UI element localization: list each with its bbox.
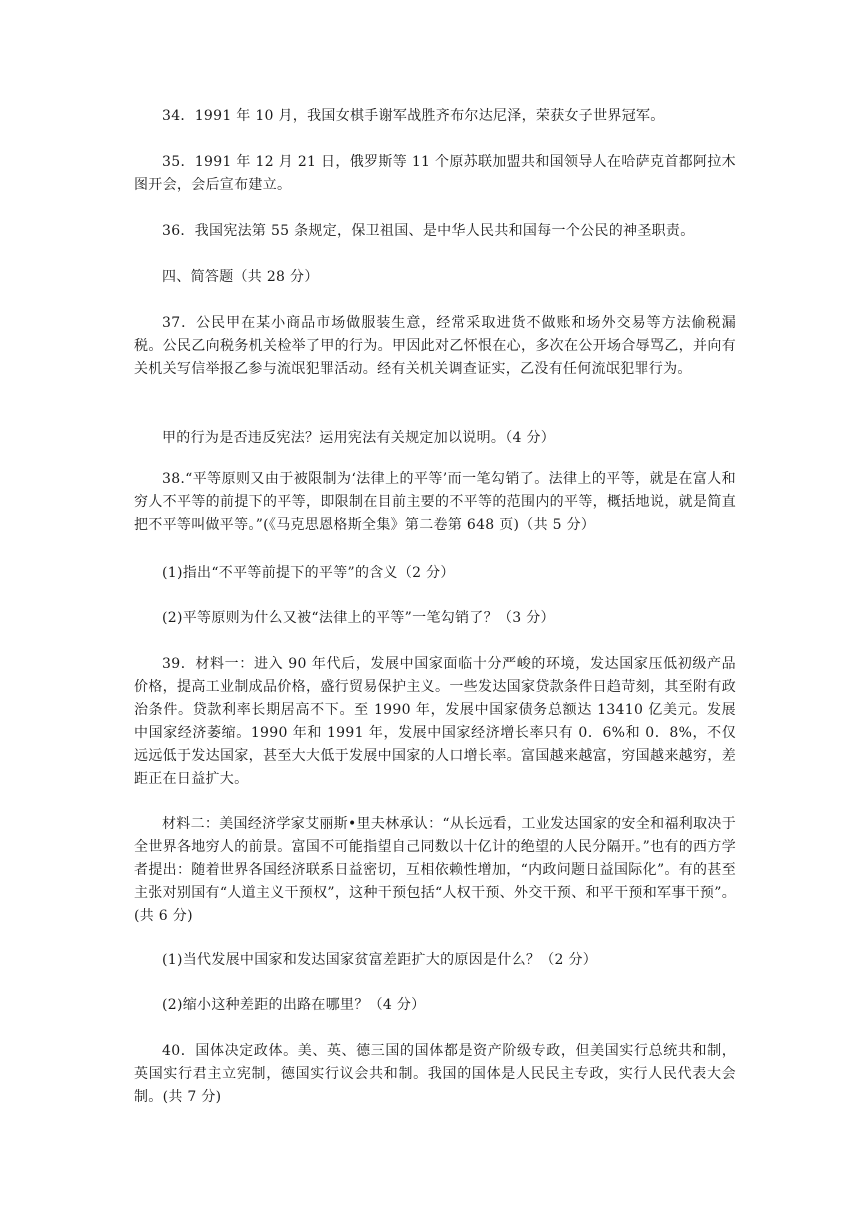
question-39-part-2: (2)缩小这种差距的出路在哪里？（4 分）	[162, 997, 426, 1013]
question-38-part-1: (1)指出“不平等前提下的平等”的含义（2 分）	[162, 565, 455, 581]
question-37: 37．公民甲在某小商品市场做服装生意，经常采取进货不做账和场外交易等方法偷税漏税。公民乙向税务机关检举了甲的行为。甲因此对乙怀恨在心，多次在公开场合辱骂乙，并向有关机关写信举报乙参与流氓犯罪活动。经有关机关调查证实，乙没有任何流氓犯罪行为。	[134, 315, 736, 377]
question-39-material-1: 39．材料一：进入 90 年代后，发展中国家面临十分严峻的环境，发达国家压低初级产品价格，提高工业制成品价格，盛行贸易保护主义。一些发达国家贷款条件日趋苛刻，其至附有政治条件。贷款利率长期居高不下。至 1990 年，发展中国家债务总额达 13410 亿美元。发展中国家经济萎缩。1990 年和 1991 年，发展中国家经济增长率只有 0．6%和 0．8%，不仅远远低于发达国家，甚至大大低于发展中国家的人口增长率。富国越来越富，穷国越来越穷，差距正在日益扩大。	[134, 656, 736, 787]
section-heading-short-answer: 四、简答题（共 28 分）	[162, 269, 319, 285]
question-39-part-1: (1)当代发展中国家和发达国家贫富差距扩大的原因是什么？（2 分）	[162, 952, 598, 968]
question-39-material-2: 材料二：美国经济学家艾丽斯•里夫林承认：“从长远看，工业发达国家的安全和福利取决于全世界各地穷人的前景。富国不可能指望自己同数以十亿计的绝望的人民分隔开。”也有的西方学者提出：随着世界各国经济联系日益密切，互相依赖性增加，“内政问题日益国际化”。有的甚至主张对别国有“人道主义干预权”，这种干预包括“人权干预、外交干预、和平干预和军事干预”。(共 6 分)	[134, 816, 736, 924]
question-36: 36．我国宪法第 55 条规定，保卫祖国、是中华人民共和国每一个公民的神圣职责。	[162, 223, 695, 239]
question-34: 34．1991 年 10 月，我国女棋手谢军战胜齐布尔达尼泽，荣获女子世界冠军。	[162, 108, 665, 124]
question-35: 35．1991 年 12 月 21 日，俄罗斯等 11 个原苏联加盟共和国领导人在哈萨克首都阿拉木图开会，会后宣布建立。	[134, 154, 736, 193]
question-37-prompt: 甲的行为是否违反宪法？运用宪法有关规定加以说明。（4 分）	[162, 430, 556, 446]
question-38-part-2: (2)平等原则为什么又被“法律上的平等”一笔勾销了？（3 分）	[162, 610, 555, 626]
question-38: 38.“平等原则又由于被限制为‘法律上的平等’而一笔勾销了。法律上的平等，就是在富人和穷人不平等的前提下的平等，即限制在目前主要的不平等的范围内的平等，概括地说，就是简直把不平等叫做平等。”(《马克思恩格斯全集》第二卷第 648 页)（共 5 分）	[134, 471, 736, 533]
question-40: 40．国体决定政体。美、英、德三国的国体都是资产阶级专政，但美国实行总统共和制，英国实行君主立宪制，德国实行议会共和制。我国的国体是人民民主专政，实行人民代表大会制。(共 7 分)	[134, 1043, 736, 1105]
